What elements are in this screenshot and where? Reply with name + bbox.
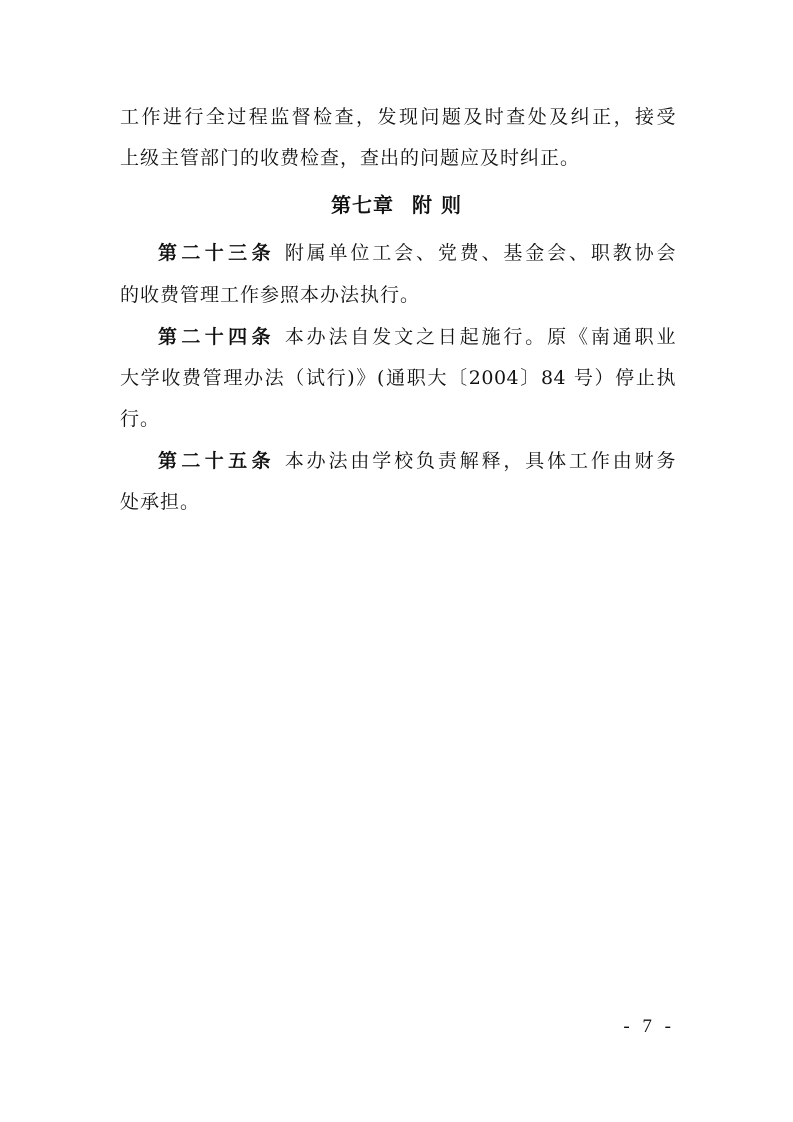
paragraph-line: 工作进行全过程监督检查，发现问题及时查处及纠正，接受 <box>120 106 676 128</box>
article-text: 本办法自发文之日起施行。原《南通职业 <box>284 326 676 348</box>
article-label: 第二十五条 <box>158 450 275 472</box>
chapter-title: 附 则 <box>412 193 462 217</box>
article-label: 第二十四条 <box>158 326 275 348</box>
article-text: 本办法由学校负责解释，具体工作由财务 <box>284 450 676 472</box>
paragraph-line: 上级主管部门的收费检查，查出的问题应及时纠正。 <box>120 147 581 169</box>
chapter-heading <box>0 188 793 222</box>
article-23-line <box>158 236 676 270</box>
article-text: 附属单位工会、党费、基金会、职教协会 <box>284 242 676 264</box>
article-24-line <box>158 320 676 354</box>
chapter-number: 第七章 <box>331 193 395 217</box>
paragraph-line: 行。 <box>120 408 161 430</box>
page-number: - 7 - <box>623 1016 675 1037</box>
article-label: 第二十三条 <box>158 242 275 264</box>
paragraph-line: 处承担。 <box>120 491 201 513</box>
paragraph-line: 大学收费管理办法（试行)》(通职大〔2004〕84 号）停止执 <box>120 367 676 389</box>
paragraph-line: 的收费管理工作参照本办法执行。 <box>120 284 421 306</box>
article-25-line <box>158 444 676 478</box>
